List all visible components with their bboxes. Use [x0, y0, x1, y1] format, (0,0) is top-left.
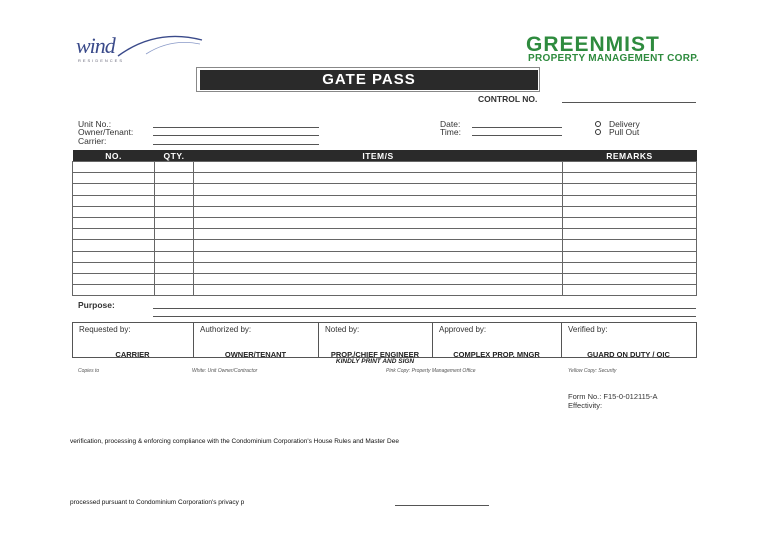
qty-cell[interactable]	[155, 240, 194, 251]
no-cell[interactable]	[73, 240, 155, 251]
footer-text-2: processed pursuant to Condominium Corporation's privacy p	[70, 499, 245, 506]
table-row	[73, 285, 697, 296]
complex-manager-caption: COMPLEX PROP. MNGR	[453, 350, 540, 359]
item-cell[interactable]	[194, 162, 563, 173]
header-remarks: REMARKS	[563, 150, 697, 162]
qty-cell[interactable]	[155, 273, 194, 284]
carrier-field[interactable]	[153, 144, 319, 145]
effectivity-label: Effectivity:	[568, 401, 603, 410]
qty-cell[interactable]	[155, 195, 194, 206]
qty-cell[interactable]	[155, 217, 194, 228]
table-row	[73, 229, 697, 240]
item-cell[interactable]	[194, 217, 563, 228]
remarks-cell[interactable]	[563, 285, 697, 296]
company-name: GREENMIST	[526, 33, 660, 56]
carrier-caption: CARRIER	[115, 350, 150, 359]
remarks-cell[interactable]	[563, 173, 697, 184]
table-row	[73, 184, 697, 195]
table-row	[73, 273, 697, 284]
no-cell[interactable]	[73, 262, 155, 273]
control-no-label: CONTROL NO.	[478, 94, 538, 104]
item-cell[interactable]	[194, 184, 563, 195]
requested-by-label: Requested by:	[79, 325, 131, 334]
form-title: GATE PASS	[200, 70, 538, 90]
noted-by-label: Noted by:	[325, 325, 360, 334]
no-cell[interactable]	[73, 162, 155, 173]
guard-caption: GUARD ON DUTY / OIC	[587, 350, 670, 359]
table-row	[73, 251, 697, 262]
remarks-cell[interactable]	[563, 206, 697, 217]
remarks-cell[interactable]	[563, 184, 697, 195]
header-items: ITEM/S	[194, 150, 563, 162]
no-cell[interactable]	[73, 173, 155, 184]
footer-text-1: verification, processing & enforcing compliance with the Condominium Corporation's House Rules and Master Dee	[70, 438, 399, 445]
item-cell[interactable]	[194, 273, 563, 284]
no-cell[interactable]	[73, 273, 155, 284]
table-row	[73, 162, 697, 173]
qty-cell[interactable]	[155, 184, 194, 195]
pull-out-radio[interactable]	[595, 129, 601, 135]
wind-logo: wind	[76, 33, 115, 58]
no-cell[interactable]	[73, 251, 155, 262]
item-cell[interactable]	[194, 173, 563, 184]
qty-cell[interactable]	[155, 285, 194, 296]
remarks-cell[interactable]	[563, 262, 697, 273]
no-cell[interactable]	[73, 285, 155, 296]
header-no: NO.	[73, 150, 155, 162]
remarks-cell[interactable]	[563, 273, 697, 284]
qty-cell[interactable]	[155, 229, 194, 240]
form-number: Form No.: F15-0-012115-A	[568, 392, 658, 401]
header-qty: QTY.	[155, 150, 194, 162]
item-cell[interactable]	[194, 229, 563, 240]
owner-tenant-caption: OWNER/TENANT	[224, 350, 287, 359]
print-note: KINDLY PRINT AND SIGN	[335, 358, 415, 365]
delivery-radio[interactable]	[595, 121, 601, 127]
qty-cell[interactable]	[155, 206, 194, 217]
remarks-cell[interactable]	[563, 240, 697, 251]
no-cell[interactable]	[73, 184, 155, 195]
approved-by-label: Approved by:	[439, 325, 487, 334]
date-field[interactable]	[472, 127, 562, 128]
wind-logo-subtext: RESIDENCES	[78, 58, 125, 63]
company-subtitle: PROPERTY MANAGEMENT CORP.	[528, 53, 700, 64]
table-row	[73, 195, 697, 206]
pull-out-label: Pull Out	[609, 127, 640, 137]
wind-logo-swoosh	[116, 34, 206, 60]
date-label: Date:	[440, 119, 461, 129]
remarks-cell[interactable]	[563, 217, 697, 228]
control-no-field[interactable]	[562, 102, 696, 103]
qty-cell[interactable]	[155, 173, 194, 184]
qty-cell[interactable]	[155, 162, 194, 173]
authorized-by-label: Authorized by:	[200, 325, 252, 334]
purpose-field-line-2[interactable]	[153, 316, 696, 317]
copies-label: Copies to	[78, 368, 100, 374]
unit-no-label: Unit No.:	[78, 119, 112, 129]
verified-by-label: Verified by:	[568, 325, 608, 334]
purpose-field-line-1[interactable]	[153, 308, 696, 309]
item-cell[interactable]	[194, 240, 563, 251]
carrier-label: Carrier:	[78, 136, 107, 146]
items-header-row	[73, 150, 697, 162]
owner-tenant-field[interactable]	[153, 135, 319, 136]
no-cell[interactable]	[73, 229, 155, 240]
table-row	[73, 262, 697, 273]
item-cell[interactable]	[194, 251, 563, 262]
qty-cell[interactable]	[155, 251, 194, 262]
purpose-label: Purpose:	[78, 300, 115, 310]
table-row	[73, 217, 697, 228]
items-table	[72, 150, 697, 296]
item-cell[interactable]	[194, 206, 563, 217]
item-cell[interactable]	[194, 262, 563, 273]
no-cell[interactable]	[73, 217, 155, 228]
item-cell[interactable]	[194, 285, 563, 296]
time-field[interactable]	[472, 135, 562, 136]
table-row	[73, 206, 697, 217]
delivery-label: Delivery	[609, 119, 640, 129]
owner-tenant-label: Owner/Tenant:	[78, 127, 134, 137]
item-cell[interactable]	[194, 195, 563, 206]
footer-signature-line[interactable]	[395, 505, 489, 506]
table-row	[73, 173, 697, 184]
remarks-cell[interactable]	[563, 162, 697, 173]
copies-yellow: Yellow Copy: Security	[568, 368, 617, 374]
remarks-cell[interactable]	[563, 195, 697, 206]
remarks-cell[interactable]	[563, 229, 697, 240]
table-row	[73, 240, 697, 251]
no-cell[interactable]	[73, 195, 155, 206]
copies-pink: Pink Copy: Property Management Office	[386, 368, 476, 374]
engineer-caption: PROP./CHIEF ENGINEER	[330, 350, 420, 359]
no-cell[interactable]	[73, 206, 155, 217]
copies-white: White: Unit Owner/Contractor	[192, 368, 258, 374]
unit-no-field[interactable]	[153, 127, 319, 128]
remarks-cell[interactable]	[563, 251, 697, 262]
qty-cell[interactable]	[155, 262, 194, 273]
time-label: Time:	[440, 127, 461, 137]
